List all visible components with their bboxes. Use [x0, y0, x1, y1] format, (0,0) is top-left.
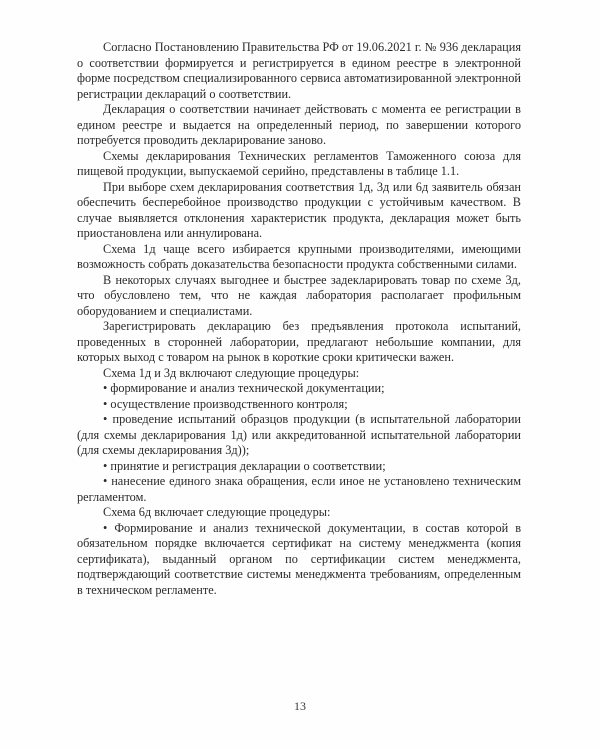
list-item-production-control: • осуществление производственного контроля; [103, 396, 348, 411]
paragraph-small-companies: Зарегистрировать декларацию без предъявления протокола испытаний, проведенных в сторонней лаборатории, предлагают небольшие компании, для которых выход с товаром на рынок в короткие сроки критически важен. [77, 319, 521, 364]
paragraph-schemes-1d-3d-intro: Схема 1д и 3д включают следующие процедуры: [103, 365, 360, 380]
list-item-registration: • принятие и регистрация декларации о соответствии; [103, 458, 386, 473]
paragraph-declaration-validity: Декларация о соответствии начинает действовать с момента ее регистрации в едином реестре и выдается на определенный период, по завершении которого потребуется проводить декларирование заново. [77, 102, 521, 147]
paragraph-scheme-3d: В некоторых случаях выгоднее и быстрее задекларировать товар по схеме 3д, что обусловлено тем, что не каждая лаборатория располагает профильным оборудованием и специалистами. [77, 272, 521, 318]
paragraph-scheme-choice: При выборе схем декларирования соответствия 1д, 3д или 6д заявитель обязан обеспечить бесперебойное производство продукции с устойчивым качеством. В случае выявляется отклонения характеристик продукта, декларация может быть приостановлена или аннулирована. [77, 179, 521, 240]
list-item-documentation: • формирование и анализ технической документации; [103, 381, 385, 395]
paragraph-scheme-1d: Схема 1д чаще всего избирается крупными производителями, имеющими возможность собрать доказательства безопасности продукта собственными силами. [77, 241, 521, 271]
paragraph-scheme-6d-intro: Схема 6д включает следующие процедуры: [103, 505, 331, 519]
page-number: 13 [294, 699, 306, 713]
document-body [77, 40, 521, 598]
paragraph-registration-decree: Согласно Постановлению Правительства РФ от 19.06.2021 г. № 936 декларация о соответствии формируется и регистрируется в едином реестре в электронной форме посредством специализированного сервиса автоматизированной электронной регистрации деклараций о соответствии. [77, 40, 521, 101]
list-item-marking: • нанесение единого знака обращения, если иное не установлено техническим регламентом. [77, 474, 521, 504]
paragraph-schemes-table-ref: Схемы декларирования Технических регламентов Таможенного союза для пищевой продукции, выпускаемой серийно, представлены в таблице 1.1. [77, 148, 521, 178]
list-item-testing: • проведение испытаний образцов продукции (в испытательной лаборатории (для схемы декларирования 1д) или аккредитованной испытательной лаборатории (для схемы декларирования 3д)); [77, 412, 521, 457]
list-item-6d-documentation: • Формирование и анализ технической документации, в состав которой в обязательном порядке включается сертификат на систему менеджмента (копия сертификата), выданный органом по сертификации систем менеджмента, подтверждающий соответствие системы менеджмента требованиям, определенным в техническом регламенте. [77, 520, 521, 597]
